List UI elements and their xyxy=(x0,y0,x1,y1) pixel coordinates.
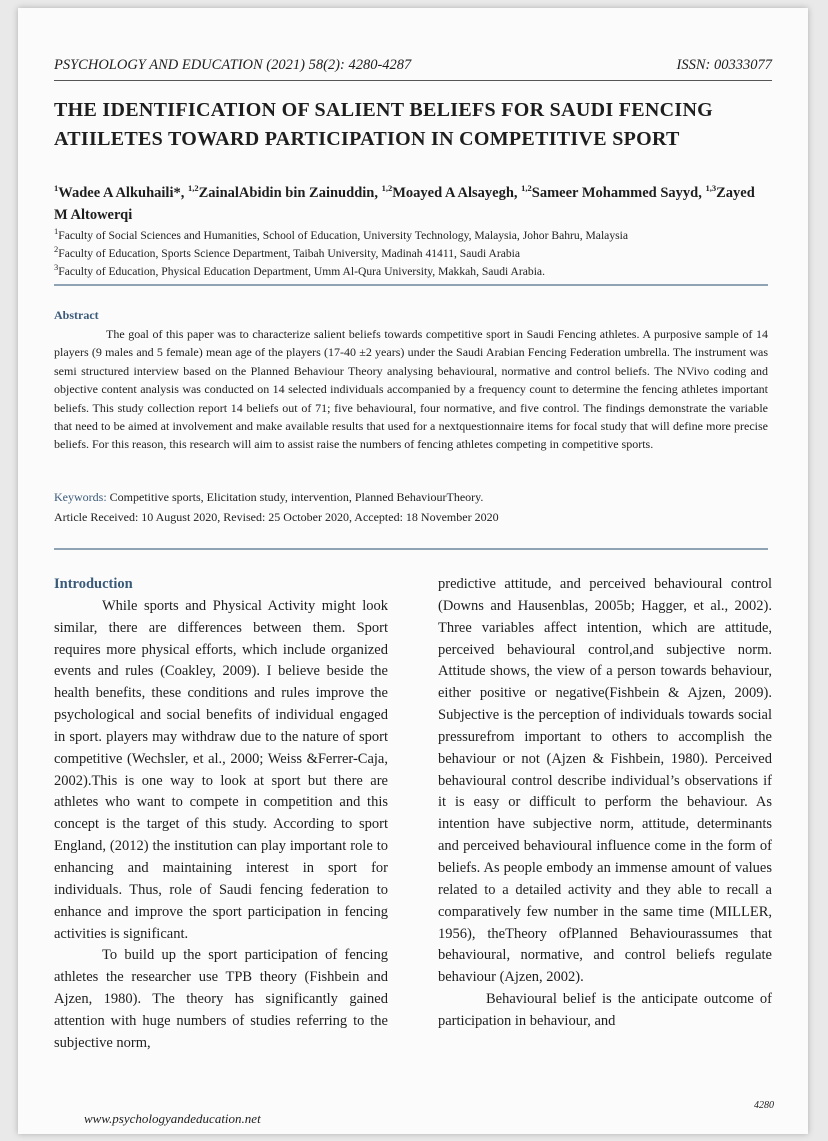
affiliation-text: Faculty of Education, Physical Education Department, Umm Al-Qura University, Makkah, Saudi Arabia. xyxy=(58,265,545,278)
keywords-line xyxy=(54,487,768,507)
article-dates: Article Received: 10 August 2020, Revised: 25 October 2020, Accepted: 18 November 2020 xyxy=(54,510,499,524)
keywords-block xyxy=(54,487,768,527)
author-sup: 1,2 xyxy=(381,183,393,194)
paragraph: To build up the sport participation of fencing athletes the researcher use TPB theory (Fishbein and Ajzen, 1980). The theory has significantly gained attention with huge numbers of studies referring to the subjective norm, xyxy=(54,947,388,1051)
journal-citation: PSYCHOLOGY AND EDUCATION (2021) 58(2): 4280-4287 xyxy=(54,57,412,73)
abstract-heading: Abstract xyxy=(54,308,99,322)
affiliation-sup: 1 xyxy=(54,226,59,237)
author-name: ZainalAbidin bin Zainuddin, xyxy=(198,185,382,201)
author-name: Sameer Mohammed Sayyd, xyxy=(531,185,706,201)
paper-title: THE IDENTIFICATION OF SALIENT BELIEFS FOR SAUDI FENCING ATIILETES TOWARD PARTICIPATION IN COMPETITIVE SPORT xyxy=(54,99,714,150)
keywords-text: Competitive sports, Elicitation study, intervention, Planned BehaviourTheory. xyxy=(106,490,484,504)
issn: ISSN: 00333077 xyxy=(676,57,772,73)
affiliation-3 xyxy=(54,263,772,281)
paragraph: predictive attitude, and perceived behavioural control (Downs and Hausenblas, 2005b; Hagger, et al., 2002). Three variables affect intention, which are attitude, perceived behavioural control,and subjective norm. Attitude shows, the view of a person towards behaviour, either positive or negative(Fishbein & Ajzen, 2009). Subjective is the perception of individuals towards social pressurefrom important to others to accomplish the behaviour or not (Ajzen & Fishbein, 1980). Perceived behavioural control describe individual’s observations if it is easy or difficult to perform the behaviour. As intention have subjective norm, attitude, determinants and perceived behavioural influence come in the form of beliefs. As people embody an immense amount of values related to a detailed activity and they able to recall a comparatively few number in the same time (MILLER, 1956), theTheory ofPlanned Behaviourassumes that behavioural, normative, and control beliefs regulate behaviour (Ajzen, 2002). xyxy=(438,576,772,986)
section-rule xyxy=(54,284,768,286)
author-list xyxy=(54,182,772,226)
author-sup: 1 xyxy=(54,183,59,194)
affiliation-1 xyxy=(54,227,772,245)
paragraph: While sports and Physical Activity might look similar, there are differences between them. Sport requires more physical efforts, which include organized events and rules (Coakley, 2009). I believe beside the health benefits, these conditions and rules improve the psychological and social benefits of individual engaged in sport. players may withdraw due to the nature of sport competitive (Wechsler, et al., 2000; Weiss &Ferrer-Caja, 2002).This is one way to look at sport but there are athletes who want to compete in competition and this concept is the target of this study. According to sport England, (2012) the institution can play important role to enhancing and maintaining interest in sport for individuals. Thus, role of Saudi fencing federation to enhance and improve the sport participation in fencing activities is significant. xyxy=(54,597,388,942)
affiliation-text: Faculty of Social Sciences and Humanities, School of Education, University Technology, Malaysia, Johor Bahru, Malaysia xyxy=(58,229,628,242)
affiliation-sup: 2 xyxy=(54,244,59,255)
section-rule xyxy=(54,548,768,550)
author-sup: 1,2 xyxy=(188,183,199,194)
affiliation-sup: 3 xyxy=(54,262,59,273)
page-number: 4280 xyxy=(754,1100,774,1111)
journal-website: www.psychologyandeducation.net xyxy=(84,1111,261,1126)
journal-page xyxy=(18,8,808,1134)
author-name: Wadee A Alkuhaili*, xyxy=(58,185,188,201)
header-rule xyxy=(54,80,772,81)
introduction-heading: Introduction xyxy=(54,576,133,592)
abstract-body: The goal of this paper was to characterize salient beliefs towards competitive sport in Saudi Fencing athletes. A purposive sample of 14 players (9 males and 5 female) mean age of the players (17-40 ±2 years) under the Saudi Arabian Fencing Federation umbrella. The instrument was semi structured interview based on the Planned Behaviour Theory analysing behavioural, normative and control beliefs. The NVivo coding and objective content analysis was conducted on 14 selected individuals accompanied by a frequency count to determine the fencing athletes important beliefs. This study collection report 14 beliefs out of 71; five behavioural, four normative, and five control. The findings demonstrate the variable that need to be aimed at involvement and make available results that used for a nextquestionnaire items for focal study that will define more precise beliefs. For this reason, this research will aim to assist raise the numbers of fencing athletes competing in competitive sports. xyxy=(54,327,768,452)
paragraph: Behavioural belief is the anticipate outcome of participation in behaviour, and xyxy=(438,991,772,1029)
author-name: Zayed M Altowerqi xyxy=(54,185,755,223)
author-sup: 1,3 xyxy=(705,183,717,194)
affiliation-text: Faculty of Education, Sports Science Department, Taibah University, Madinah 41411, Saudi Arabia xyxy=(58,247,521,260)
left-column xyxy=(54,574,388,1055)
affiliation-2 xyxy=(54,245,772,263)
keywords-label: Keywords: xyxy=(54,490,107,504)
author-name: Moayed A Alsayegh, xyxy=(392,185,522,201)
right-column xyxy=(438,574,772,1033)
author-sup: 1,2 xyxy=(521,183,532,194)
